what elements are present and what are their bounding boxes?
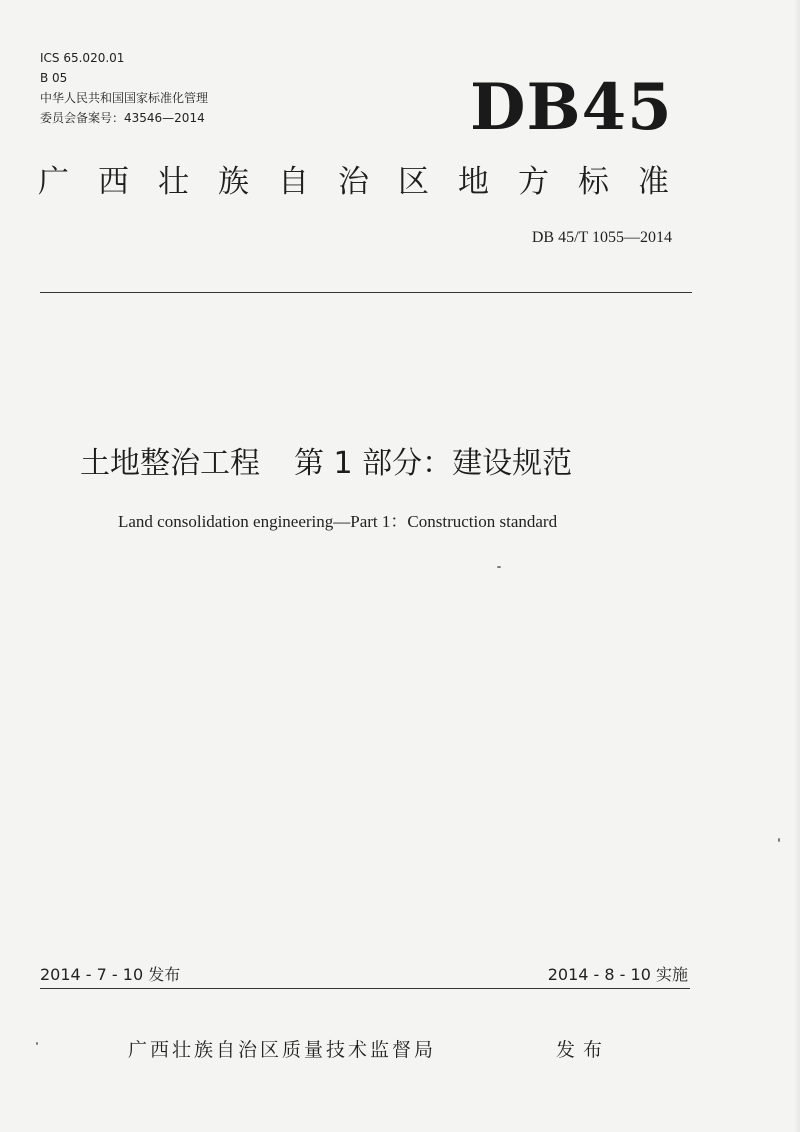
document-title-cn	[80, 442, 572, 486]
scan-speck	[778, 838, 780, 842]
scan-edge-shadow	[794, 0, 800, 1132]
document-title-en: Land consolidation engineering—Part 1：Construction standard	[118, 512, 558, 531]
release-label: 发布	[556, 1039, 611, 1061]
standard-type-heading: 广西壮族自治区地方标准	[38, 164, 698, 200]
ics-code: ICS 65.020.01	[40, 51, 125, 65]
scan-speck	[36, 1042, 38, 1045]
top-divider	[40, 292, 692, 293]
scan-speck	[497, 566, 501, 568]
issuing-authority: 广西壮族自治区质量技术监督局	[128, 1039, 437, 1061]
committee-name: 中华人民共和国国家标准化管理	[40, 91, 209, 105]
implementation-date: 2014 - 8 - 10 实施	[547, 965, 688, 984]
ccs-code: B 05	[40, 71, 68, 85]
title-part: 第 1 部分：建设规范	[294, 446, 573, 481]
db45-logo: DB45	[470, 70, 673, 145]
bottom-divider	[40, 988, 690, 989]
record-number: 委员会备案号：43546—2014	[40, 111, 205, 125]
standard-number: DB 45/T 1055—2014	[531, 229, 672, 246]
issue-date: 2014 - 7 - 10 发布	[40, 965, 181, 984]
title-main: 土地整治工程	[80, 446, 260, 481]
